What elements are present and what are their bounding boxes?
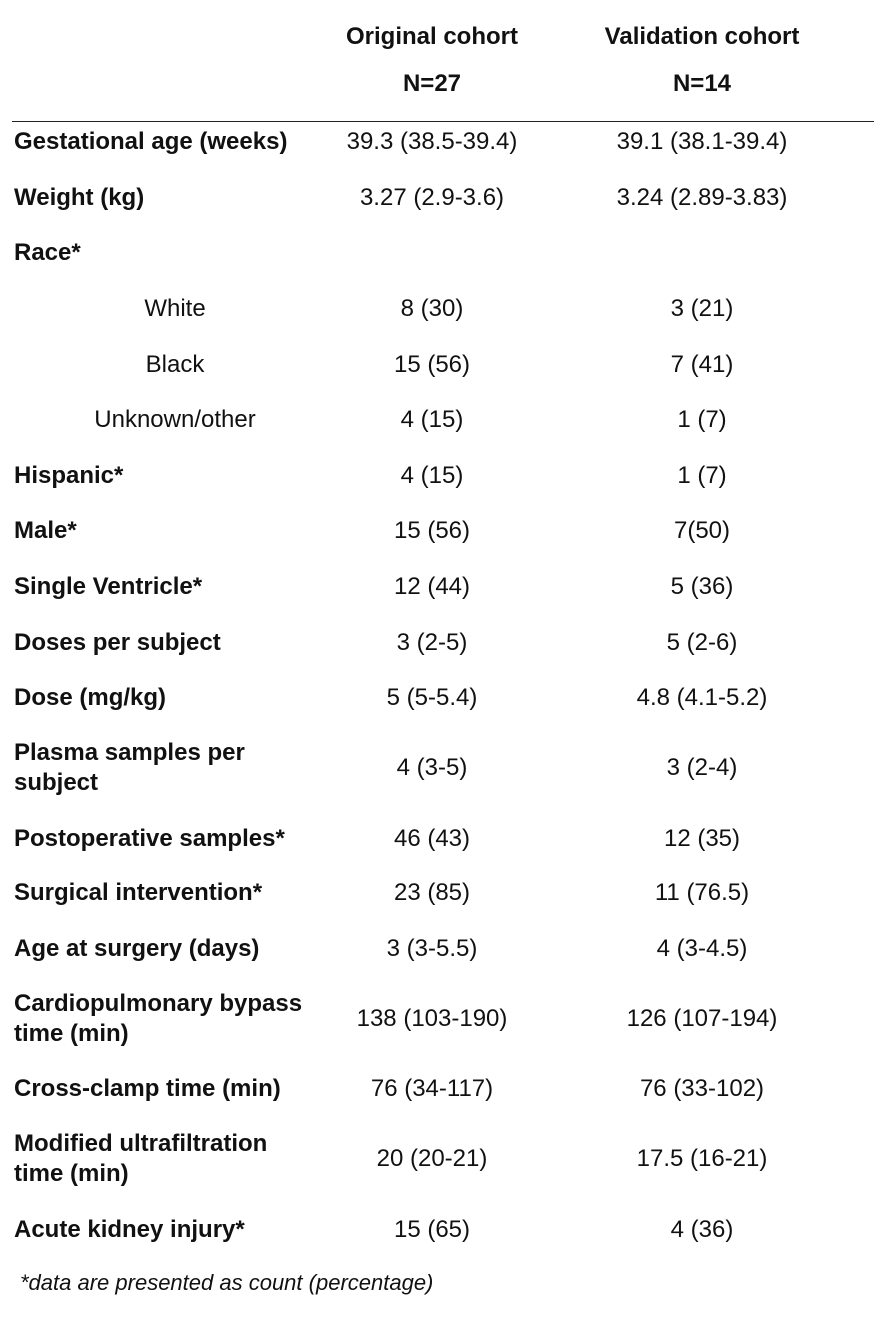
validation-value: 4.8 (4.1-5.2) <box>636 684 768 711</box>
validation-value: 1 (7) <box>677 406 727 433</box>
row-label: Cross-clamp time (min) <box>14 1075 281 1102</box>
original-value: 20 (20-21) <box>376 1145 488 1172</box>
row-label: White <box>144 295 206 322</box>
row-label: Hispanic* <box>14 462 124 489</box>
validation-value: 39.1 (38.1-39.4) <box>616 128 788 155</box>
validation-value: 5 (36) <box>670 573 734 600</box>
footnote: *data are presented as count (percentage) <box>20 1270 434 1295</box>
row-label: Male* <box>14 517 77 544</box>
row-label: Single Ventricle* <box>14 573 203 600</box>
validation-value: 11 (76.5) <box>654 879 750 906</box>
original-value: 39.3 (38.5-39.4) <box>346 128 518 155</box>
validation-value: 3.24 (2.89-3.83) <box>616 184 788 211</box>
row-label: Doses per subject <box>14 629 221 656</box>
validation-value: 7 (41) <box>670 351 734 378</box>
validation-value: 76 (33-102) <box>639 1075 765 1102</box>
row-label: Surgical intervention* <box>14 879 263 906</box>
original-value: 3.27 (2.9-3.6) <box>359 184 505 211</box>
row-label: Dose (mg/kg) <box>14 684 167 711</box>
original-value: 76 (34-117) <box>370 1075 494 1102</box>
original-value: 15 (65) <box>393 1216 471 1243</box>
column-header-validation: Validation cohort <box>604 23 800 50</box>
original-value: 8 (30) <box>400 295 464 322</box>
validation-value: 126 (107-194) <box>626 1005 778 1032</box>
row-label: Weight (kg) <box>14 184 145 211</box>
validation-value: 7(50) <box>673 517 731 544</box>
original-value: 4 (3-5) <box>396 754 468 781</box>
validation-value: 4 (36) <box>670 1216 734 1243</box>
validation-value: 12 (35) <box>663 825 741 852</box>
validation-value: 3 (21) <box>670 295 734 322</box>
column-n-original: N=27 <box>402 70 462 97</box>
original-value: 4 (15) <box>400 406 464 433</box>
row-label: Unknown/other <box>94 406 256 433</box>
validation-value: 17.5 (16-21) <box>636 1145 768 1172</box>
original-value: 15 (56) <box>393 351 471 378</box>
original-value: 4 (15) <box>400 462 464 489</box>
original-value: 15 (56) <box>393 517 471 544</box>
column-header-original: Original cohort <box>345 23 518 50</box>
original-value: 3 (3-5.5) <box>386 935 478 962</box>
validation-value: 5 (2-6) <box>666 629 738 656</box>
original-value: 46 (43) <box>393 825 471 852</box>
row-label: Plasma samples per subject <box>14 739 245 796</box>
row-label: Cardiopulmonary bypass time (min) <box>14 990 303 1047</box>
row-label: Race* <box>14 239 81 266</box>
row-label: Acute kidney injury* <box>14 1216 245 1243</box>
header-divider <box>12 121 874 122</box>
row-label: Black <box>145 351 205 378</box>
original-value: 5 (5-5.4) <box>386 684 478 711</box>
column-n-validation: N=14 <box>672 70 732 97</box>
original-value: 138 (103-190) <box>356 1005 508 1032</box>
row-label: Postoperative samples* <box>14 825 285 852</box>
original-value: 3 (2-5) <box>396 629 468 656</box>
row-label: Gestational age (weeks) <box>14 128 288 155</box>
validation-value: 1 (7) <box>677 462 727 489</box>
row-label: Age at surgery (days) <box>14 935 260 962</box>
row-label: Modified ultrafiltration time (min) <box>14 1130 268 1187</box>
validation-value: 3 (2-4) <box>666 754 738 781</box>
validation-value: 4 (3-4.5) <box>656 935 748 962</box>
original-value: 12 (44) <box>393 573 471 600</box>
original-value: 23 (85) <box>393 879 471 906</box>
